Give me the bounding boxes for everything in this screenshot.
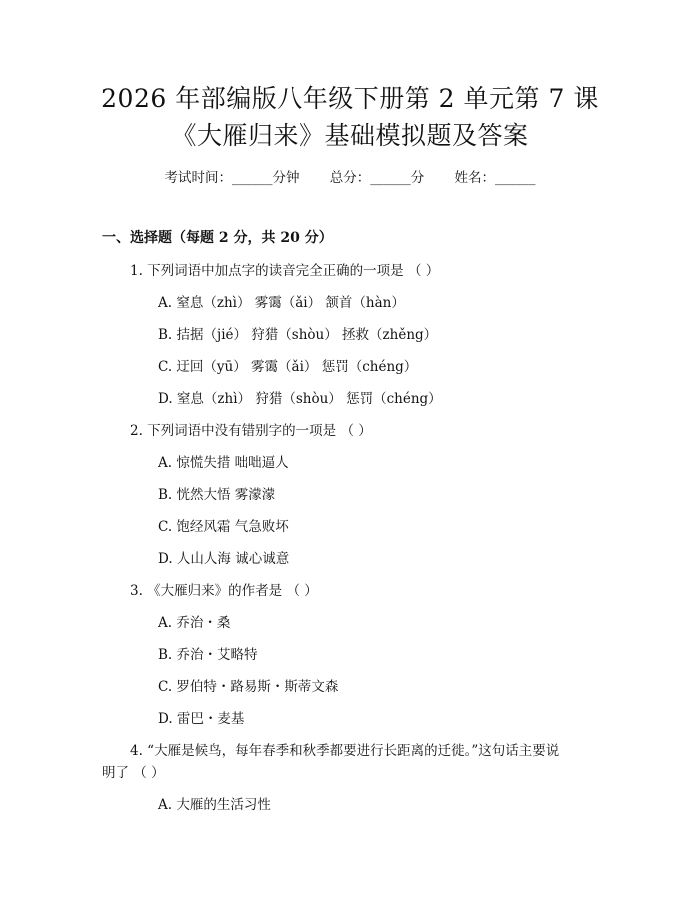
question-4-option-a: A. 大雁的生活习性 [158,797,271,813]
question-2-option-d: D. 人山人海 诚心诚意 [158,551,290,567]
student-name-field: 姓名：______ [454,170,536,186]
question-2-option-b: B. 恍然大悟 雾濛濛 [158,487,276,503]
document-title-line1: 2026 年部编版八年级下册第 2 单元第 7 课 [101,84,599,113]
question-3-option-d: D. 雷巴・麦基 [158,711,245,727]
total-score-field: 总分：______分 [329,170,425,186]
question-2-stem: 2. 下列词语中没有错别字的一项是 （ ） [130,423,372,439]
question-4-stem-line2: 明了 （ ） [102,765,165,781]
question-3-option-c: C. 罗伯特・路易斯・斯蒂文森 [158,679,339,695]
question-3-option-b: B. 乔治・艾略特 [158,647,258,663]
section-heading: 一、选择题（每题 2 分，共 20 分） [102,230,333,246]
exam-meta [0,168,700,188]
question-1-stem: 1. 下列词语中加点字的读音完全正确的一项是 （ ） [130,263,440,279]
exam-time-field: 考试时间：______分钟 [164,170,300,186]
question-1-option-b: B. 拮据（jié） 狩猎（shòu） 拯救（zhěng） [158,327,438,343]
question-4-stem-line1: 4. “大雁是候鸟，每年春季和秋季都要进行长距离的迁徙。”这句话主要说 [130,743,560,759]
question-1-option-a: A. 窒息（zhì） 雾霭（ǎi） 颔首（hàn） [158,295,405,311]
document-title-line2: 《大雁归来》基础模拟题及答案 [171,121,529,150]
question-2-option-c: C. 饱经风霜 气急败坏 [158,519,289,535]
question-1-option-d: D. 窒息（zhì） 狩猎（shòu） 惩罚（chéng） [158,391,442,407]
question-1-option-c: C. 迂回（yū） 雾霭（ǎi） 惩罚（chéng） [158,359,418,375]
question-3-stem: 3. 《大雁归来》的作者是 （ ） [130,583,318,599]
question-3-option-a: A. 乔治・桑 [158,615,231,631]
question-2-option-a: A. 惊慌失措 咄咄逼人 [158,455,289,471]
